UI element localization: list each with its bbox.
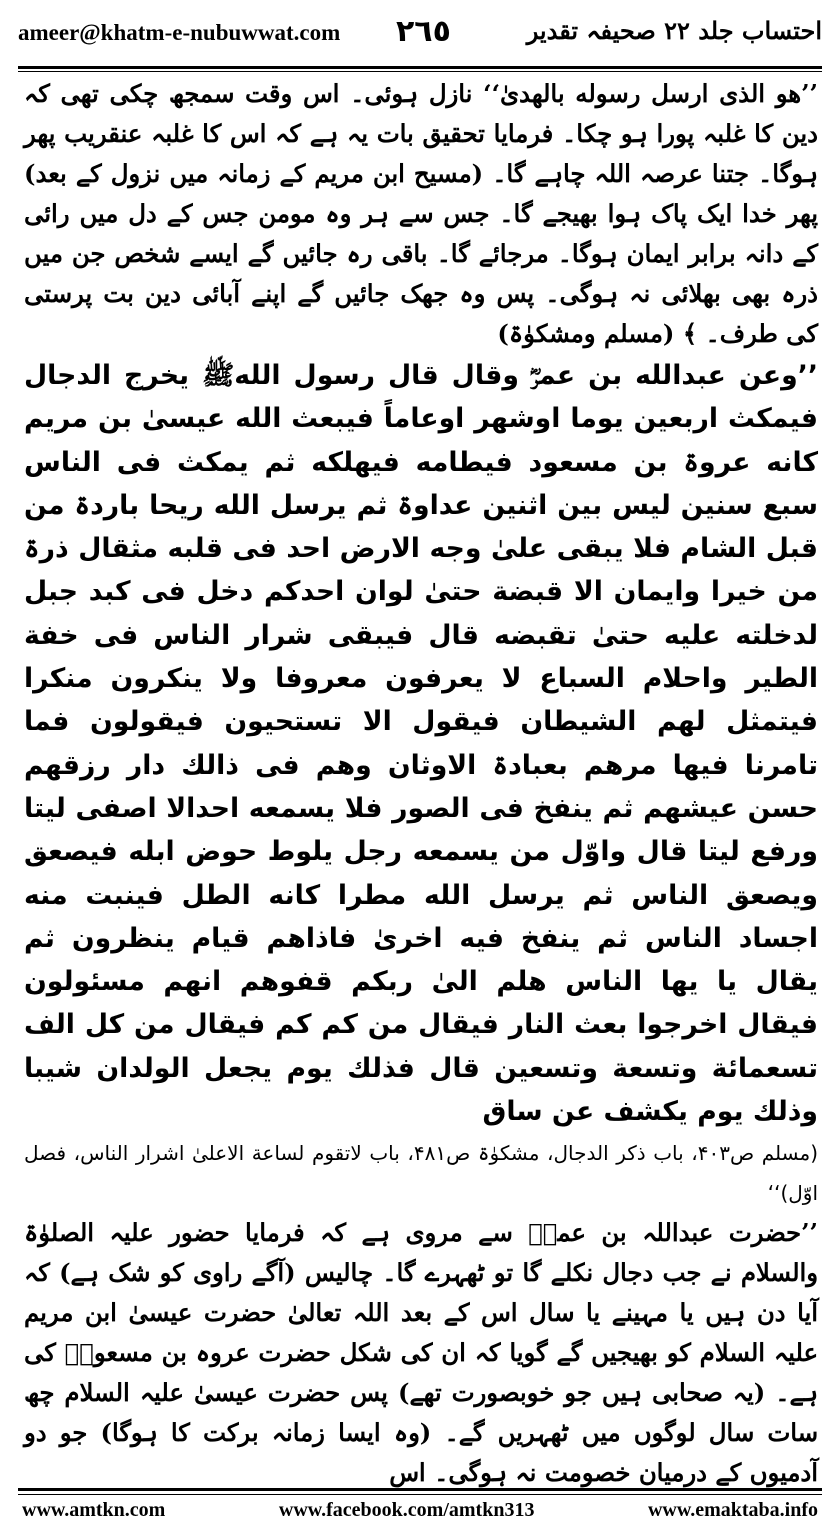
page-body bbox=[24, 74, 818, 1493]
header-divider bbox=[18, 66, 822, 69]
email-address: ameer@khatm-e-nubuwwat.com bbox=[18, 20, 341, 45]
footer-divider bbox=[18, 1488, 822, 1491]
hadith-reference: (مسلم ص۴۰۳، باب ذکر الدجال، مشکوٰۃ ص۴۸۱، باب لاتقوم لساعة الاعلیٰ اشرار الناس، فصل اوّل)‘‘ bbox=[24, 1141, 819, 1206]
page-number: ٢٦٥ bbox=[396, 14, 451, 49]
book-title: احتساب جلد ٢٢ صحیفہ تقدیر bbox=[526, 16, 822, 45]
footer-divider-thin bbox=[18, 1494, 822, 1495]
page-header bbox=[18, 12, 822, 62]
page-footer bbox=[18, 1488, 822, 1522]
footer-link-facebook[interactable]: www.facebook.com/amtkn313 bbox=[278, 1499, 535, 1521]
urdu-paragraph-2: ’’حضرت عبداللہ بن عمرؓ سے مروی ہے کہ فرمایا حضور علیہ الصلوٰۃ والسلام نے جب دجال نکلے گا تو ٹھہرے گا۔ چالیس (آگے راوی کو شک ہے) کہ آیا دن ہیں یا مہینے یا سال اس کے بعد اللہ تعالیٰ حضرت عیسیٰ ابن مریم علیہ السلام کو بھیجیں گے گویا کہ ان کی شکل حضرت عروہ بن مسعودؓ کی ہے۔ (یہ صحابی ہیں جو خوبصورت تھے) پس حضرت عیسیٰ علیہ السلام چھ سات سال لوگوں میں ٹھہریں گے۔ (وہ ایسا زمانہ برکت کا ہوگا) جو دو آدمیوں کے درمیان خصومت نہ ہوگی۔ اس bbox=[24, 1218, 818, 1488]
footer-link-amtkn[interactable]: www.amtkn.com bbox=[22, 1499, 166, 1521]
header-divider-thin bbox=[18, 71, 822, 72]
footer-link-emaktaba[interactable]: www.emaktaba.info bbox=[647, 1499, 818, 1521]
urdu-paragraph-1: ’’ھو الذی ارسل رسوله بالھدیٰ‘‘ نازل ہوئی۔ اس وقت سمجھ چکی تھی کہ دین کا غلبہ پورا ہو چکا۔ فرمایا تحقیق بات یہ ہے کہ اس کا غلبہ عنقریب پھر ہوگا۔ جتنا عرصہ اللہ چاہے گا۔ (مسیح ابن مریم کے زمانہ میں نزول کے بعد) پھر خدا ایک پاک ہوا بھیجے گا۔ جس سے ہر وہ مومن جس کے دل میں رائی کے دانہ برابر ایمان ہوگا۔ مرجائے گا۔ باقی رہ جائیں گے ایسے شخص جن میں ذرہ بھی بھلائی نہ ہوگی۔ پس وہ جھک جائیں گے اپنے آبائی دین بت پرستی کی طرف۔ ﴾ (مسلم ومشکوٰۃ) bbox=[24, 79, 818, 348]
arabic-hadith: ’’وعن عبدالله بن عمرؓ وقال قال رسول اللهﷺ یخرج الدجال فیمکث اربعین یوما اوشھر اوعاماً فیبعث الله عیسیٰ بن مریم کانه عروۃ بن مسعود فیطامه فیھلکه ثم یمکث فی الناس سبع سنین لیس بین اثنین عداوۃ ثم یرسل الله ریحا باردۃ من قبل الشام فلا یبقی علیٰ وجه الارض احد فی قلبه مثقال ذرۃ من خیرا وایمان الا قبضة حتیٰ لوان احدکم دخل فی کبد جبل لدخلته علیه حتیٰ تقبضه قال فیبقی شرار الناس فی خفة الطیر واحلام السباع لا یعرفون معروفا ولا ینکرون منکرا فیتمثل لھم الشیطان فیقول الا تستحیون فیقولون فما تامرنا فیھا مرھم بعبادۃ الاوثان وھم فی ذالك دار رزقھم حسن عیشھم ثم ینفخ فی الصور فلا یسمعه احدالا اصفی لیتا ورفع لیتا قال واوّل من یسمعه رجل یلوط حوض ابله فیصعق ویصعق الناس ثم یرسل الله مطرا کانه الطل فینبت منه اجساد الناس ثم ینفخ فیه اخریٰ فاذاھم قیام ینظرون ثم یقال یا یھا الناس ھلم الیٰ ربکم قفوھم انھم مسئولون فیقال اخرجوا بعث النار فیقال من کم کم فیقال من کل الف تسعمائة وتسعة وتسعین قال فذلك یوم یجعل الولدان شیبا وذلك یوم یکشف عن ساق bbox=[24, 360, 818, 1128]
footer-links bbox=[18, 1499, 822, 1522]
